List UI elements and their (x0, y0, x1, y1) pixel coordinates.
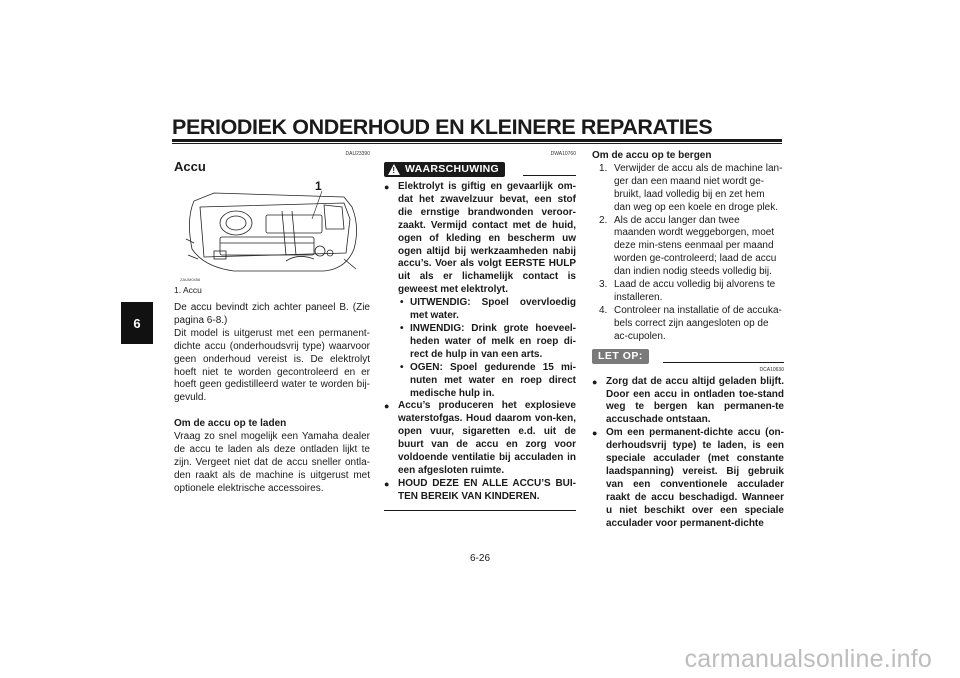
warning-label-text: WAARSCHUWING (405, 162, 500, 175)
notice-list (592, 376, 784, 531)
notice-bar (592, 348, 784, 365)
header-rule (172, 139, 782, 142)
notice-item: ● Om een permanent-dichte accu (on-derhoudsvrij type) te laden, is een speciale acculader (met constante laadspanning) vereist. Bij gebruik van een conventionele acculader raakt de accu beschadigd. Wanneer u niet beschikt over een speciale acculader voor permanent-dichte (592, 427, 784, 530)
column-1 (174, 150, 370, 496)
section-title: Accu (174, 159, 206, 174)
storage-step: 2. Als de accu langer dan twee maanden wordt weggeborgen, moet deze min-stens eenmaal per maand worden ge-controleerd; laad de accu dan indien nodig steeds volledig bij. (599, 214, 777, 278)
watermark: carmanualsonline.info (684, 645, 932, 673)
storage-step: 4. Controleer na installatie of de accuka-bels correct zijn aangesloten op de ac-cupolen. (599, 304, 782, 342)
warning-bar (384, 160, 576, 178)
section-code: DAU23390 (345, 151, 370, 157)
charge-heading: Om de accu op te laden (174, 418, 287, 430)
figure-caption: 1. Accu (174, 285, 202, 295)
chapter-tab: 6 (121, 302, 153, 344)
figure-callout: 1 (315, 179, 322, 193)
battery-location-text: De accu bevindt zich achter paneel B. (Zie pagina 6-8.) (174, 302, 370, 326)
warning-code: DWA10760 (550, 151, 576, 157)
warning-end-rule (384, 510, 576, 512)
storage-step: 3. Laad de accu volledig bij alvorens te installeren. (599, 279, 776, 303)
battery-compartment-illustration (174, 179, 370, 283)
battery-figure (174, 179, 370, 283)
charge-text: Vraag zo snel mogelijk een Yamaha dealer de accu te laden als deze ontladen lijkt te zijn. Vergeet niet dat de accu sneller ontla-den raakt als de machine is uitgerust met optionele elektrische accessoires. (174, 431, 370, 494)
notice-code: DCA10630 (759, 366, 784, 373)
first-aid-item: • UITWENDIG: Spoel overvloedig met water. (398, 297, 576, 323)
warning-label (384, 162, 505, 177)
warning-item: ● Elektrolyt is giftig en gevaarlijk om-dat het zwavelzuur bevat, een stof die ernstige brandwonden veroor-zaakt. Vermijd contact met de huid, ogen of kleding en bescherm uw ogen altijd bij werkzaamheden nabij accu’s. Voer als volgt EERSTE HULP uit als er lichamelijk contact is geweest met elektrolyt. • UITWENDIG: Spoel overvloedig met water. • INWENDIG: Drink grote hoeveel-heden water of melk en roep di-rect de hulp in van een arts. • OGEN: Spoel gedurende 15 mi-nuten met water en roep direct medische hulp in. (384, 181, 576, 400)
page-title: PERIODIEK ONDERHOUD EN KLEINERE REPARATIES (172, 115, 713, 139)
warning-triangle-icon (388, 164, 400, 175)
notice-item: ● Zorg dat de accu altijd geladen blijft. Door een accu in ontladen toe-stand weg te bergen kan permanen-te accuschade ontstaan. (592, 376, 784, 428)
header-rule-thin (172, 143, 782, 144)
storage-steps (592, 163, 784, 344)
page-number: 6-26 (469, 553, 490, 564)
first-aid-list (398, 297, 576, 400)
storage-heading: Om de accu op te bergen (592, 150, 712, 161)
warning-rule (523, 175, 576, 176)
battery-type-text: Dit model is uitgerust met een permanent-dichte accu (onderhoudsvrij type) waarvoor geen onderhoud vereist is. De elektrolyt hoeft niet te worden gecontroleerd en er hoeft geen gedistilleerd water te worden bij-gevuld. (174, 327, 370, 404)
warning-item: ● HOUD DEZE EN ALLE ACCU’S BUI-TEN BEREIK VAN KINDEREN. (384, 478, 576, 504)
figure-code: ZAUM0456 (180, 277, 201, 282)
column-3 (592, 150, 784, 530)
storage-step: 1. Verwijder de accu als de machine lan-ger dan een maand niet wordt ge-bruikt, laad volledig bij en zet hem dan weg op een koele en droge plek. (599, 162, 783, 213)
notice-label: LET OP: (592, 349, 649, 364)
warning-list (384, 181, 576, 504)
first-aid-item: • INWENDIG: Drink grote hoeveel-heden water of melk en roep di-rect de hulp in van een arts. (398, 323, 576, 362)
warning-item: ● Accu’s produceren het explosieve waterstofgas. Houd daarom von-ken, open vuur, sigaretten e.d. uit de buurt van de accu en zorg voor voldoende ventilatie bij acculaden in een afgesloten ruimte. (384, 400, 576, 477)
first-aid-item: • OGEN: Spoel gedurende 15 mi-nuten met water en roep direct medische hulp in. (398, 362, 576, 401)
column-2 (384, 150, 576, 511)
notice-rule (663, 362, 784, 363)
